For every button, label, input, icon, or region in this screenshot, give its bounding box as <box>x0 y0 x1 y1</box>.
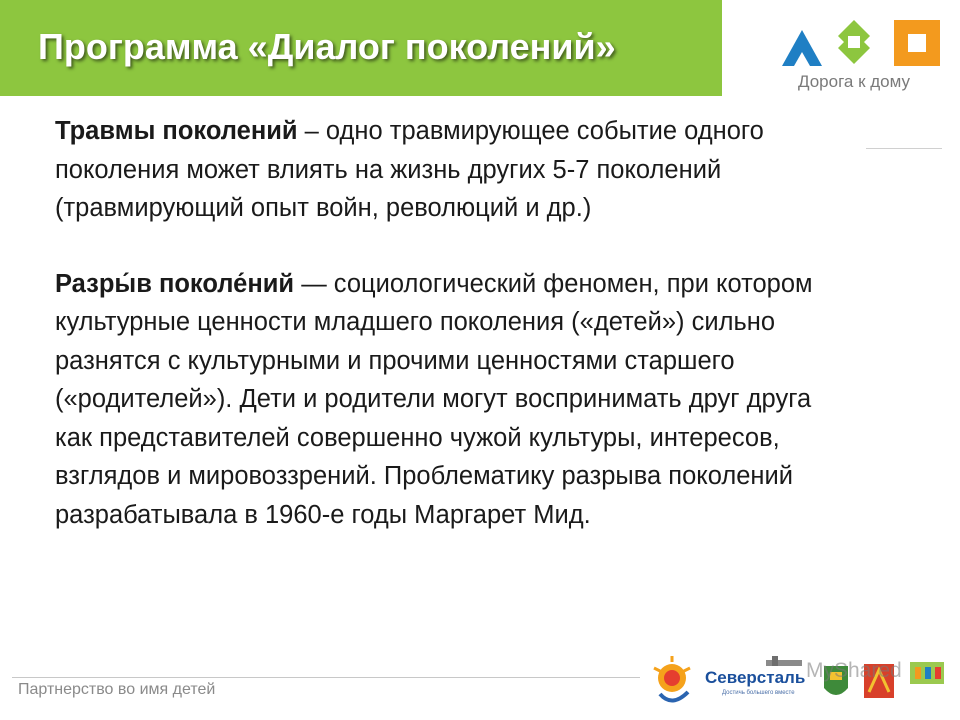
paragraph-generation-gap <box>55 265 855 535</box>
term-generation-gap: Разры́в поколе́ний <box>55 269 295 298</box>
watermark: MyShared <box>806 659 902 682</box>
slide-title: Программа «Диалог поколений» <box>38 26 616 67</box>
square-logo-icon <box>894 20 940 66</box>
children-support-logo-icon <box>910 662 944 684</box>
definition-generation-gap: — социологический феномен, при котором культурные ценности младшего поколения («детей») сильно разнятся с культурными и прочими ценностями старшего («родителей»). Дети и родители могут воспринимать друг друга как представителей совершенно чужой культуры, интересов, взглядов и мировоззрений. Проблематику разрыва поколений разрабатывала в 1960-е годы Маргарет Мид. <box>55 269 813 529</box>
term-generational-trauma: Травмы поколений <box>55 117 298 145</box>
paragraph-generational-trauma <box>55 112 855 228</box>
sun-emblem-icon <box>654 656 690 701</box>
logo-caption: Дорога к дому <box>798 72 910 91</box>
severstal-wordmark: Северсталь <box>705 668 806 687</box>
severstal-tagline: Достичь большего вместе <box>722 690 795 696</box>
definition-generational-trauma: – одно травмирующее событие одного поколения может влиять на жизнь других 5-7 поколений (травмирующий опыт войн, революций и др.) <box>55 117 764 222</box>
divider <box>866 148 942 149</box>
slide-body <box>55 112 855 534</box>
triangle-logo-icon <box>782 30 822 66</box>
cross-logo-icon <box>838 20 870 64</box>
footer-text: Партнерство во имя детей <box>18 681 216 698</box>
footer-divider <box>12 677 640 678</box>
severstal-emblem-icon <box>766 656 802 666</box>
